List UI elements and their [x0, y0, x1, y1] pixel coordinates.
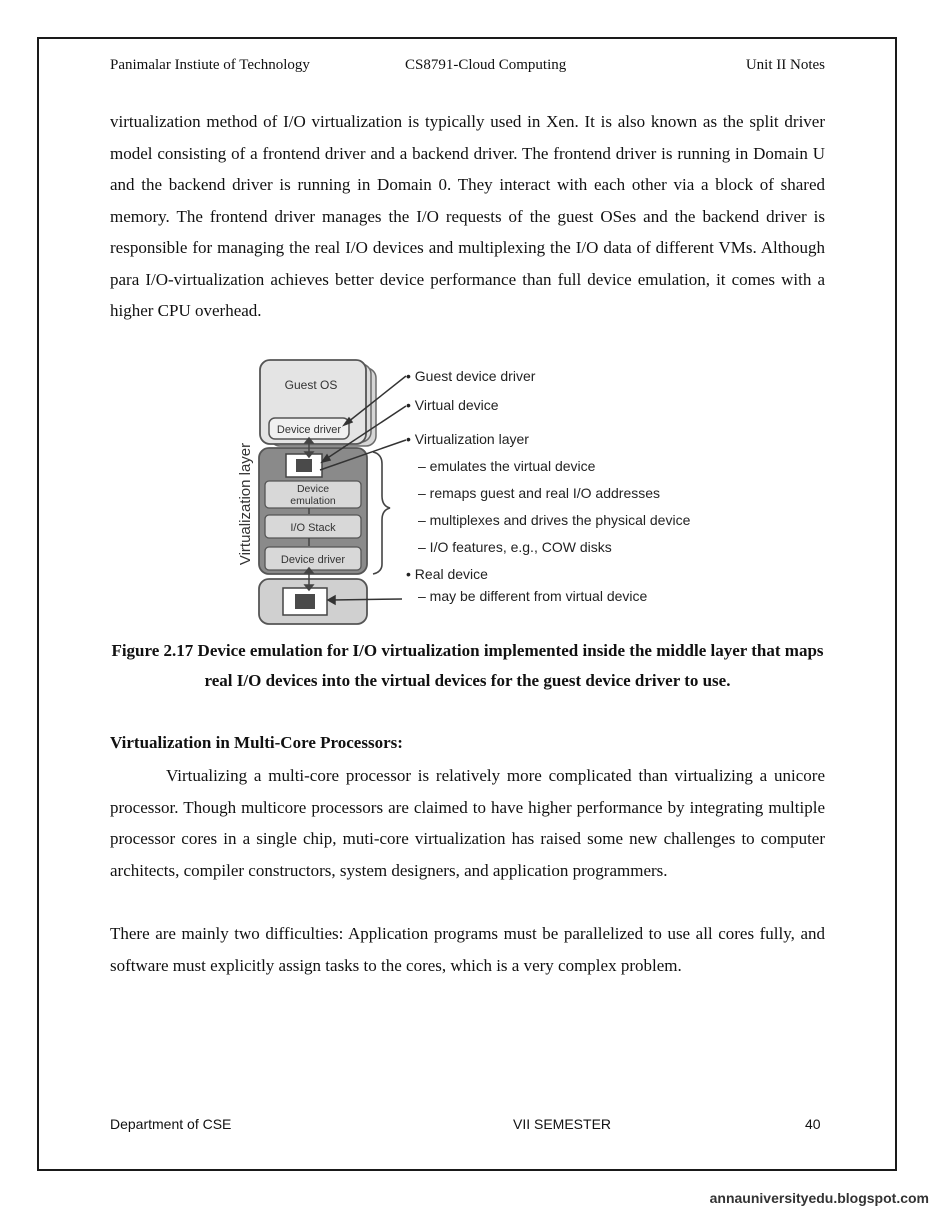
annotation-io-features: – I/O features, e.g., COW disks — [418, 539, 612, 555]
annotation-emulates: – emulates the virtual device — [418, 458, 596, 474]
virtualization-layer-vertical-label: Virtualization layer — [237, 442, 254, 566]
footer-department: Department of CSE — [110, 1116, 232, 1132]
annotation-guest-device-driver: • Guest device driver — [406, 368, 536, 384]
real-device-chip-core — [295, 594, 315, 609]
host-device-driver-label: Device driver — [280, 554, 346, 566]
header-institute: Panimalar Instiute of Technology — [110, 57, 310, 73]
io-stack-label: I/O Stack — [290, 522, 336, 534]
annotation-may-differ: – may be different from virtual device — [418, 588, 648, 604]
annotation-real-device: • Real device — [406, 566, 488, 582]
header-course: CS8791-Cloud Computing — [405, 57, 567, 73]
figure-caption: Figure 2.17 Device emulation for I/O virtualization implemented inside the middle layer that maps real I/O devices into the virtual devices for the guest device driver to use. — [111, 641, 824, 690]
paragraph-para-io-virtualization: virtualization method of I/O virtualization is typically used in Xen. It is also known as the split driver model consisting of a frontend driver and a backend driver. The frontend driver is running in Domain U and the backend driver is running in Domain 0. They interact with each other via a block of shared memory. The frontend driver manages the I/O requests of the guest OSes and the backend driver is responsible for managing the real I/O devices and multiplexing the I/O data of different VMs. Although para I/O-virtualization achieves better device performance than full device emulation, it comes with a higher CPU overhead. — [110, 112, 825, 320]
paragraph-multicore-difficulties: There are mainly two difficulties: Application programs must be parallelized to use all cores fully, and software must explicitly assign tasks to the cores, which is a very complex problem. — [110, 924, 825, 975]
annotation-virtual-device: • Virtual device — [406, 397, 499, 413]
guest-device-driver-label: Device driver — [276, 424, 342, 436]
annotation-multiplexes: – multiplexes and drives the physical device — [418, 512, 691, 528]
guest-os-label: Guest OS — [284, 378, 338, 392]
device-emulation-figure — [236, 356, 716, 628]
section-heading: Virtualization in Multi-Core Processors: — [110, 733, 403, 752]
device-emulation-label-line2: emulation — [290, 495, 336, 507]
device-emulation-label-line1: Device — [296, 483, 330, 495]
annotation-virtualization-layer: • Virtualization layer — [406, 431, 529, 447]
footer-semester: VII SEMESTER — [513, 1116, 612, 1132]
footer-page-number: 40 — [805, 1116, 821, 1132]
device-emulation-diagram — [236, 356, 716, 628]
header-unit: Unit II Notes — [745, 57, 825, 73]
paragraph-multicore-intro: Virtualizing a multi-core processor is relatively more complicated than virtualizing a unicore processor. Though multicore processors are claimed to have higher performance by integrating multiple processor cores in a single chip, muti-core virtualization has raised some new challenges to computer architects, compiler constructors, system designers, and application programmers. — [110, 766, 825, 880]
virtualization-layer-bracket — [373, 452, 390, 574]
virtual-device-chip-core — [296, 459, 312, 472]
annotation-remaps: – remaps guest and real I/O addresses — [418, 485, 661, 501]
source-watermark: annauniversityedu.blogspot.com — [709, 1190, 929, 1206]
